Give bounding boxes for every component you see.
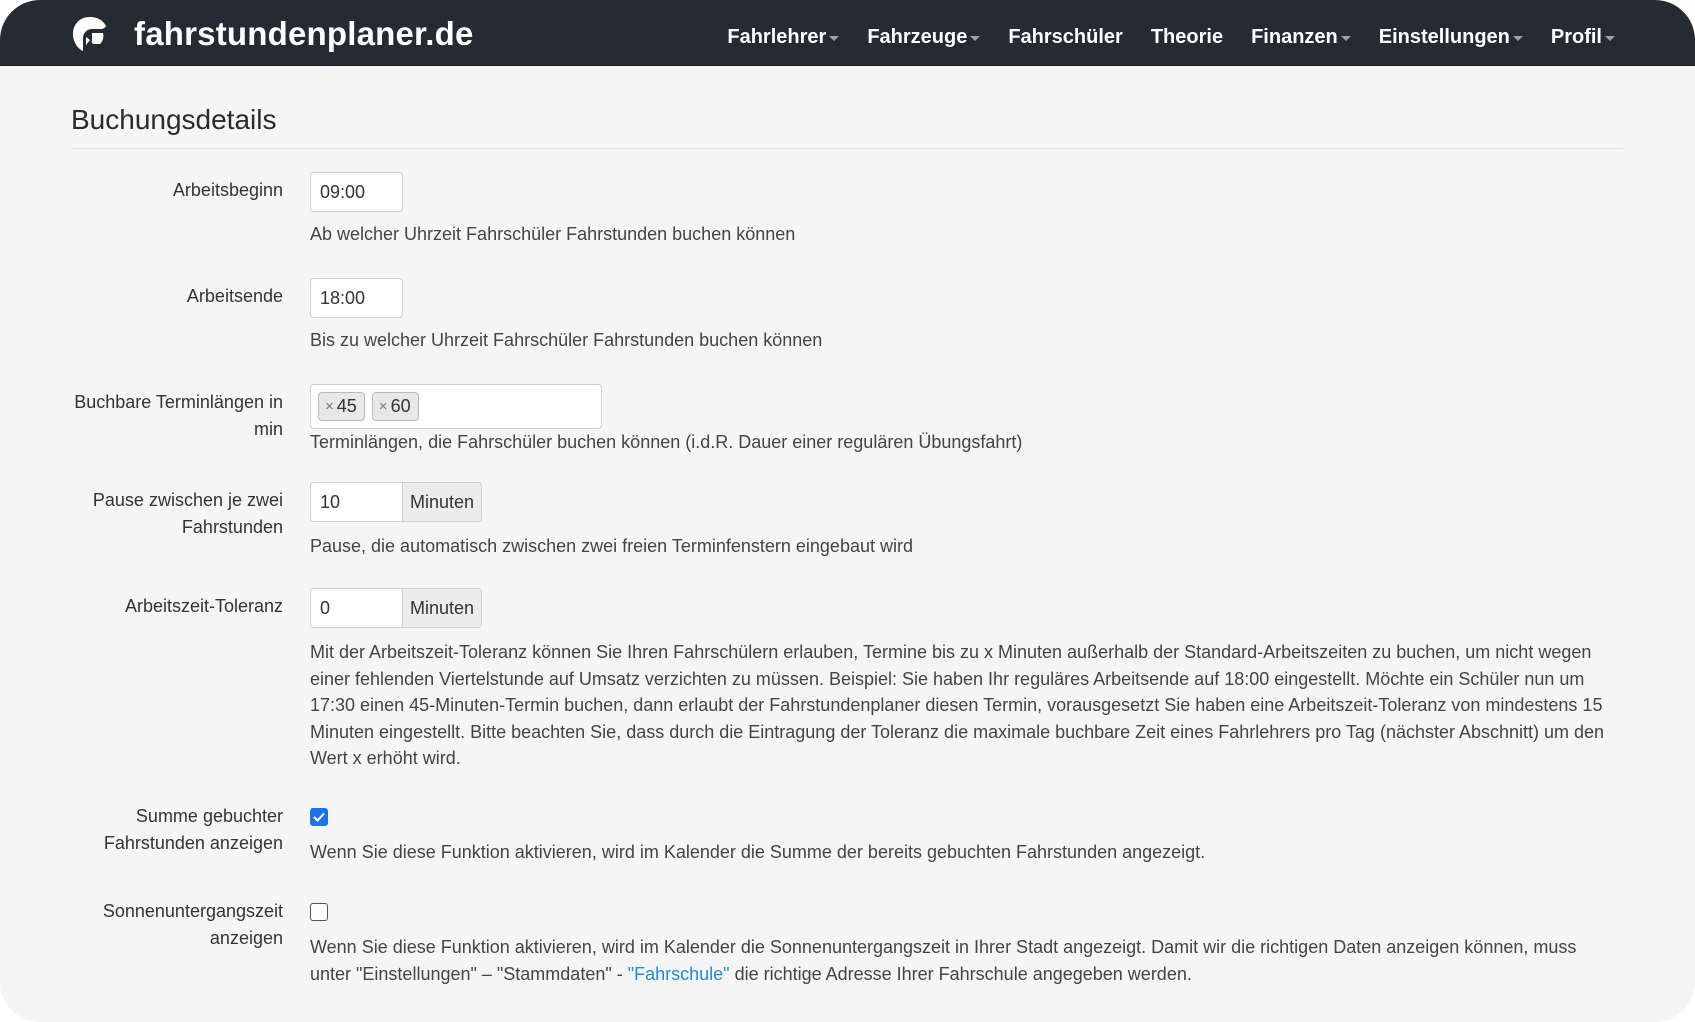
- pause-help: Pause, die automatisch zwischen zwei freien Terminfenstern eingebaut wird: [310, 536, 913, 556]
- sonnenuntergang-label-line1: Sonnenuntergangszeit: [102, 901, 283, 921]
- terminlaengen-label-line1: Buchbare Terminlängen in: [74, 392, 283, 412]
- nav-theorie[interactable]: [1151, 26, 1223, 49]
- main-content: [71, 66, 1623, 984]
- arbeitsbeginn-input[interactable]: [310, 172, 403, 212]
- caret-down-icon: [1513, 36, 1523, 41]
- nav-label: Profil: [1550, 25, 1602, 48]
- pause-input-group: [310, 482, 482, 522]
- brand-name: fahrstundenplaner.de: [134, 15, 474, 52]
- summe-label: [71, 803, 283, 857]
- arbeitsende-input[interactable]: [310, 278, 403, 318]
- arbeitsbeginn-help: Ab welcher Uhrzeit Fahrschüler Fahrstunden buchen können: [310, 224, 796, 244]
- help-text: die richtige Adresse Ihrer Fahrschule angegeben werden.: [729, 963, 1192, 984]
- nav-label: Fahrzeuge: [867, 25, 968, 48]
- remove-tag-icon[interactable]: ×: [325, 398, 334, 415]
- nav-label: Finanzen: [1251, 25, 1338, 48]
- tag-60: [372, 392, 419, 421]
- remove-tag-icon[interactable]: ×: [378, 398, 388, 415]
- summe-label-line2: Fahrstunden anzeigen: [103, 833, 283, 853]
- arbeitsende-help: Bis zu welcher Uhrzeit Fahrschüler Fahrstunden buchen können: [310, 330, 823, 350]
- nav-fahrschueler[interactable]: [1008, 26, 1122, 49]
- toleranz-help-line: Mit der Arbeitszeit-Toleranz können Sie Ihren Fahrschülern erlauben, Termine bis zu x Minuten außerhalb der Standard-Arbeitszeiten zu buchen, um nicht wegen: [310, 642, 1592, 662]
- summe-checkbox[interactable]: [310, 808, 328, 826]
- caret-down-icon: [1341, 36, 1351, 41]
- nav-label: Theorie: [1150, 25, 1224, 48]
- fahrschule-link[interactable]: "Fahrschule": [627, 963, 730, 984]
- toleranz-unit-addon: Minuten: [403, 588, 482, 628]
- terminlaengen-tag-input[interactable]: [310, 384, 602, 429]
- nav-label: Einstellungen: [1378, 25, 1510, 48]
- main-nav: [699, 0, 1615, 74]
- terminlaengen-help: Terminlängen, die Fahrschüler buchen können (i.d.R. Dauer einer regulären Übungsfahrt): [310, 432, 1023, 452]
- sonnenuntergang-help: [310, 934, 1576, 987]
- toleranz-help-line: Minuten eingestellt. Bitte beachten Sie, dass durch die Eintragung der Toleranz die maximale buchbare Zeit eines Fahrlehrers pro Tag (nächster Abschnitt) um den: [310, 721, 1605, 742]
- terminlaengen-label-line2: min: [253, 419, 283, 439]
- checkmark-icon: [313, 812, 325, 822]
- nav-einstellungen[interactable]: [1379, 26, 1523, 49]
- toleranz-help-line: einer fehlenden Viertelstunde auf Umsatz verzichten zu müssen. Beispiel: Sie haben Ihr reguläres Arbeitsende auf 18:00 eingestellt. Möchte ein Schüler nun um: [310, 668, 1585, 689]
- sonnenuntergang-checkbox[interactable]: [310, 903, 328, 921]
- pause-input[interactable]: [310, 482, 403, 522]
- toleranz-input-group: [310, 588, 482, 628]
- nav-label: Fahrschüler: [1008, 25, 1123, 48]
- page-title: Buchungsdetails: [71, 104, 1623, 149]
- pause-label-line1: Pause zwischen je zwei: [92, 490, 283, 510]
- pause-label: [71, 487, 283, 541]
- sonnenuntergang-help-line2: [310, 961, 1576, 988]
- caret-down-icon: [829, 36, 839, 41]
- nav-label: Fahrlehrer: [727, 25, 827, 48]
- caret-down-icon: [970, 36, 980, 41]
- sonnenuntergang-help-line1: Wenn Sie diese Funktion aktivieren, wird im Kalender die Sonnenuntergangszeit in Ihrer Stadt angezeigt. Damit wir die richtigen Daten anzeigen können, muss: [310, 937, 1577, 957]
- tag-label: 60: [390, 396, 411, 416]
- summe-label-line1: Summe gebuchter: [135, 806, 283, 826]
- sonnenuntergang-label-line2: anzeigen: [209, 928, 283, 948]
- helmet-logo-icon: [70, 14, 110, 54]
- pause-unit-addon: Minuten: [403, 482, 482, 522]
- toleranz-help-line: Wert x erhöht wird.: [310, 748, 461, 768]
- arbeitsbeginn-label: Arbeitsbeginn: [172, 180, 283, 200]
- nav-fahrzeuge[interactable]: [867, 26, 980, 49]
- tag-label: 45: [336, 396, 357, 416]
- top-navbar: [0, 0, 1695, 66]
- help-text: unter "Einstellungen" – "Stammdaten" -: [310, 963, 628, 984]
- toleranz-label: Arbeitszeit-Toleranz: [124, 596, 283, 616]
- terminlaengen-label: [71, 389, 283, 443]
- tag-45: [318, 392, 365, 421]
- toleranz-help: [310, 639, 1604, 772]
- toleranz-help-line: 17:30 einen 45-Minuten-Termin buchen, dann erlaubt der Fahrstundenplaner diesen Termin, vorausgesetzt Sie haben eine Arbeitszeit-Toleranz von mindestens 15: [310, 695, 1603, 715]
- nav-profil[interactable]: [1551, 26, 1615, 49]
- summe-help: Wenn Sie diese Funktion aktivieren, wird im Kalender die Summe der bereits gebuchten Fahrstunden angezeigt.: [310, 842, 1206, 862]
- brand[interactable]: [70, 12, 474, 56]
- arbeitsende-label: Arbeitsende: [186, 286, 283, 306]
- nav-finanzen[interactable]: [1251, 26, 1351, 49]
- pause-label-line2: Fahrstunden: [181, 517, 283, 537]
- nav-fahrlehrer[interactable]: [727, 26, 839, 49]
- sonnenuntergang-label: [71, 898, 283, 952]
- caret-down-icon: [1605, 36, 1615, 41]
- toleranz-input[interactable]: [310, 588, 403, 628]
